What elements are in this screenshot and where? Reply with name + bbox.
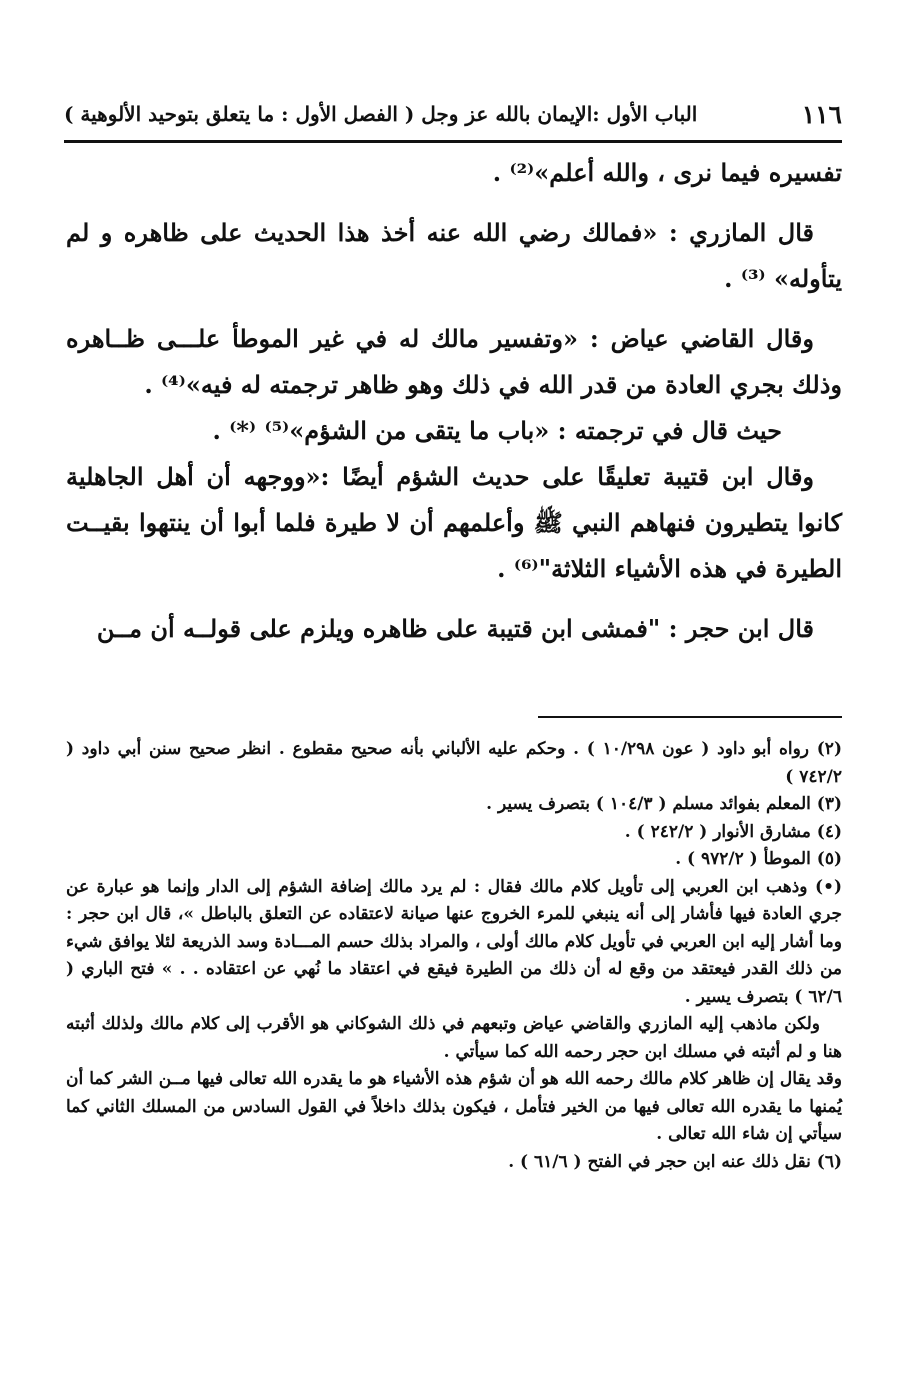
footnote-star-2: ولكن ماذهب إليه المازري والقاضي عياض وتبعهم في ذلك الشوكاني هو الأقرب إلى كلام مالك ولذلك أثبته هنا و لم أثبته في مسلك ابن حجر رحمه الله كما سيأتي . xyxy=(66,1014,842,1062)
header-rule xyxy=(64,140,842,143)
paragraph-3: وقال القاضي عياض : «وتفسير مالك له في غير الموطأ علـــى ظــاهره وذلك بجري العادة من قدر الله في ذلك وهو ظاهر ترجمته له فيه»⁽⁴⁾ . xyxy=(66,324,842,399)
paragraph-4: حيث قال في ترجمته : «باب ما يتقى من الشؤم»⁽⁵⁾ ⁽*⁾ . xyxy=(212,416,782,445)
main-text xyxy=(66,150,842,652)
footnote-separator xyxy=(538,716,842,718)
footnote-3: (٣) المعلم بفوائد مسلم ( ١٠٤/٣ ) بتصرف يسير . xyxy=(486,794,842,814)
running-title: الباب الأول :الإيمان بالله عز وجل ( الفصل الأول : ما يتعلق بتوحيد الألوهية ) xyxy=(64,102,698,126)
paragraph-1: تفسيره فيما نرى ، والله أعلم»⁽²⁾ . xyxy=(492,158,842,187)
paragraph-6: قال ابن حجر : "فمشى ابن قتيبة على ظاهره ويلزم على قولــه أن مــن xyxy=(96,614,814,643)
footnote-2: (٢) رواه أبو داود ( عون ١٠/٢٩٨ ) . وحكم عليه الألباني بأنه صحيح مقطوع . انظر صحيح سنن أبي داود ( ٧٤٢/٢ ) xyxy=(66,739,842,787)
footnote-star-1: (•) وذهب ابن العربي إلى تأويل كلام مالك فقال : لم يرد مالك إضافة الشؤم إلى الدار وإنما هو عبارة عن جري العادة فيها فأشار إلى أنه ينبغي للمرء الخروج عنها صيانة لاعتقاده عن التعلق بالباطل »، قال ابن حجر : وما أشار إليه ابن العربي في تأويل كلام مالك أولى ، والمراد بذلك حسم المـــادة وسد الذريعة لئلا يوافق شيء من ذلك القدر فيعتقد من وقع له أن ذلك من الطيرة فيقع في اعتقاد ما نُهي عن اعتقاده . . » فتح الباري ( ٦٢/٦ ) بتصرف يسير . xyxy=(66,876,842,1007)
footnote-6: (٦) نقل ذلك عنه ابن حجر في الفتح ( ٦١/٦ ) . xyxy=(508,1151,842,1172)
paragraph-2: قال المازري : «فمالك رضي الله عنه أخذ هذا الحديث على ظاهره و لم يتأوله» ⁽³⁾ . xyxy=(66,218,842,293)
paragraph-5: وقال ابن قتيبة تعليقًا على حديث الشؤم أيضًا :«ووجهه أن أهل الجاهلية كانوا يتطيرون فنهاهم النبي ﷺ وأعلمهم أن لا طيرة فلما أبوا أن ينتهوا بقيــت الطيرة في هذه الأشياء الثلاثة"⁽⁶⁾ . xyxy=(66,462,842,583)
footnote-star-3: وقد يقال إن ظاهر كلام مالك رحمه الله هو أن شؤم هذه الأشياء هو ما يقدره الله تعالى فيها مــن الشر كما أن يُمنها ما يقدره الله تعالى فيها من الخير فتأمل ، فيكون بذلك داخلاً في القول السادس من المسلك الثاني كما سيأتي إن شاء الله تعالى . xyxy=(66,1069,842,1144)
footnotes xyxy=(66,736,842,1176)
page-number: ١١٦ xyxy=(801,99,842,129)
footnote-5: (٥) الموطأ ( ٩٧٢/٢ ) . xyxy=(675,849,842,869)
footnote-4: (٤) مشارق الأنوار ( ٢٤٢/٢ ) . xyxy=(624,821,842,842)
page-header xyxy=(64,92,842,136)
